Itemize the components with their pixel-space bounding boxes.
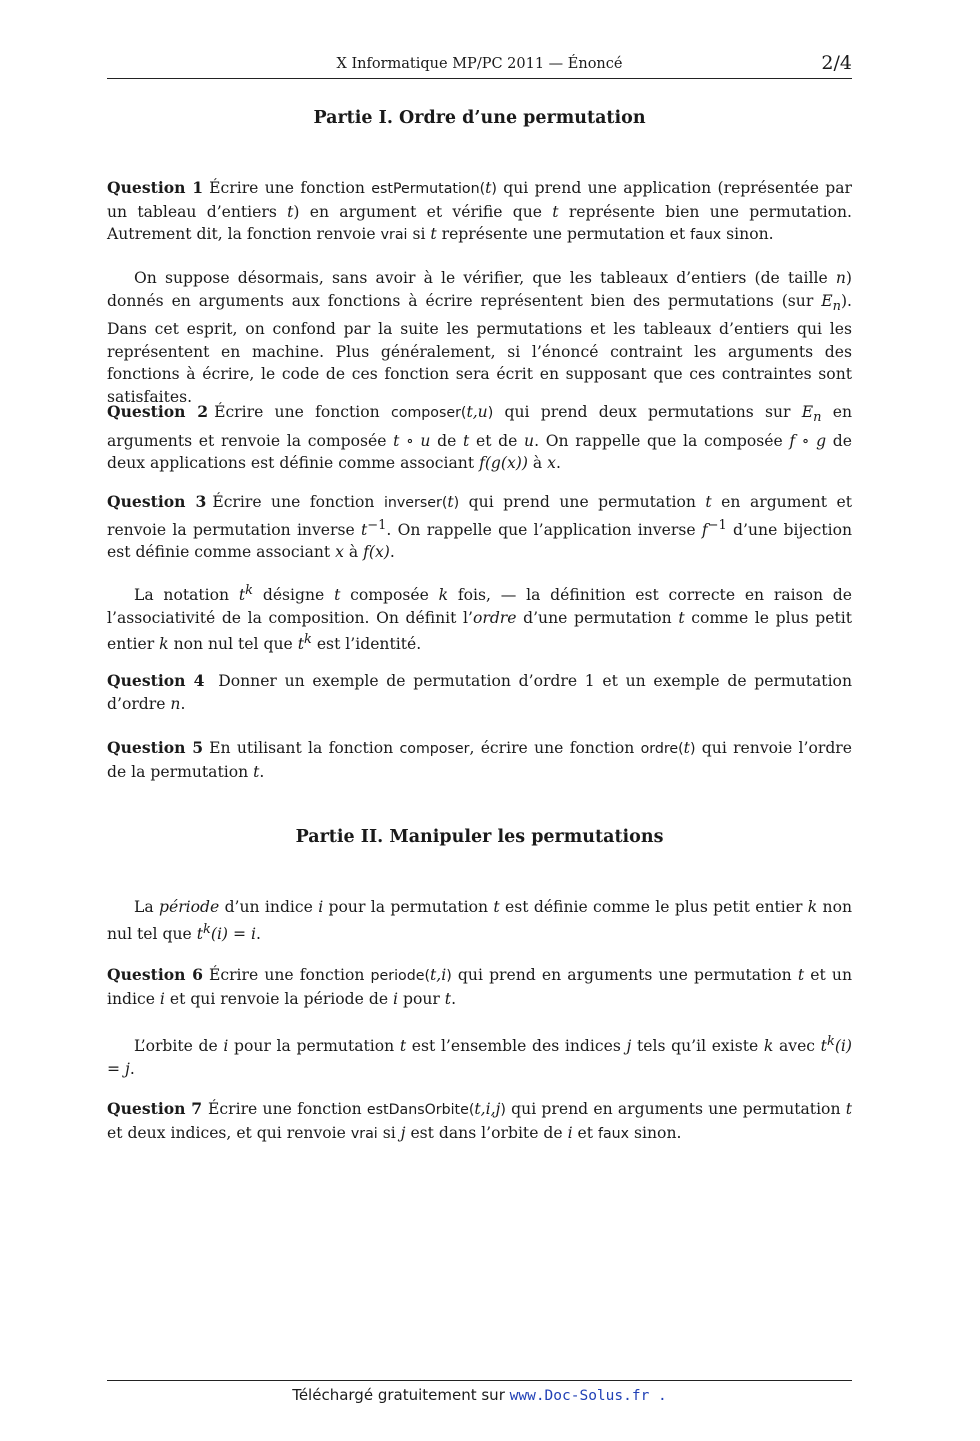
- footer-rule: [107, 1380, 852, 1381]
- function-name: ordre(: [640, 741, 684, 757]
- question-label: Question 3: [107, 492, 207, 511]
- question-2: Question 2 Écrire une fonction composer(t,u) qui prend deux permutations sur $E_n$ en arguments et renvoie la composée t ∘ u de t et de u. On rappelle que la composée f ∘ g de deux applications est définie comme associant f(g(x)) à x.: [107, 402, 853, 473]
- question-5: Question 5 En utilisant la fonction composer, écrire une fonction ordre(t) qui renvoie l’ordre de la permutation t.: [107, 738, 852, 781]
- question-7: Question 7 Écrire une fonction estDansOrbite(t,i,j) qui prend en arguments une permutation t et deux indices, et qui renvoie vrai si j est dans l’orbite de i et faux sinon.: [107, 1099, 852, 1142]
- function-name: inverser(: [383, 495, 448, 511]
- header-title: X Informatique MP/PC 2011 — Énoncé: [336, 56, 623, 72]
- question-1: Question 1 Écrire une fonction estPermutation(t) qui prend une application (représentée par un tableau d’entiers t) en argument et vérifie que t représente bien une permutation. Autrement dit, la fonction renvoie vrai si t représente une permutation et faux sinon.: [107, 178, 853, 243]
- footer-link[interactable]: www.Doc-Solus.fr: [509, 1388, 650, 1404]
- question-label: Question 1: [107, 178, 204, 197]
- paragraph-orbite: L’orbite de i pour la permutation t est l’ensemble des indices j tels qu’il existe k avec $t^k(i) = j$.: [107, 1034, 852, 1078]
- paragraph-periode: La période d’un indice i pour la permutation t est définie comme le plus petit entier k non nul tel que $t^k(i) = i$.: [107, 898, 853, 943]
- page-number: 2/4: [821, 52, 852, 74]
- question-6: Question 6 Écrire une fonction periode(t,i) qui prend en arguments une permutation t et un indice i et qui renvoie la période de i pour t.: [107, 965, 853, 1008]
- question-label: Question 6: [107, 965, 203, 984]
- section-title-part-2: Partie II. Manipuler les permutations: [295, 827, 664, 847]
- function-name: composer(: [390, 405, 467, 421]
- question-4: Question 4 Donner un exemple de permutation d’ordre 1 et un exemple de permutation d’ordre n.: [107, 671, 852, 713]
- function-name: estDansOrbite(: [366, 1102, 475, 1118]
- section-title-part-1: Partie I. Ordre d’une permutation: [313, 108, 646, 128]
- function-name: composer: [399, 741, 470, 757]
- question-label: Question 7: [107, 1099, 203, 1118]
- paragraph-notation: La notation $t^k$ désigne t composée k fois, — la définition est correcte en raison de l’associativité de la composition. On définit l’ordre d’une permutation t comme le plus petit entier k non nul tel que $t^k$ est l’identité.: [107, 583, 853, 654]
- footer: Téléchargé gratuitement sur www.Doc-Solus.fr .: [292, 1386, 667, 1404]
- function-name: estPermutation(: [371, 181, 486, 197]
- function-name: periode(: [370, 968, 431, 984]
- question-3: Question 3 Écrire une fonction inverser(t) qui prend une permutation t en argument et renvoie la permutation inverse $t^{-1}$. On rappelle que l’application inverse $f^{-1}$ d’une bijection est définie comme associant x à f(x).: [107, 492, 853, 562]
- footer-text: Téléchargé gratuitement sur: [292, 1386, 510, 1404]
- question-label: Question 2: [107, 402, 209, 421]
- paragraph-suppose: On suppose désormais, sans avoir à le vérifier, que les tableaux d’entiers (de taille n) donnés en arguments aux fonctions à écrire représentent bien des permutations (sur $E_n$). Dans cet esprit, on confond par la suite les permutations et les tableaux d’entiers qui les représentent en machine. Plus généralement, si l’énoncé contraint les arguments des fonctions à écrire, le code de ces fonction sera écrit en supposant que ces contraintes sont satisfaites.: [107, 269, 852, 406]
- running-header: [107, 52, 852, 79]
- question-label: Question 5: [107, 738, 204, 757]
- question-label: Question 4: [107, 671, 205, 690]
